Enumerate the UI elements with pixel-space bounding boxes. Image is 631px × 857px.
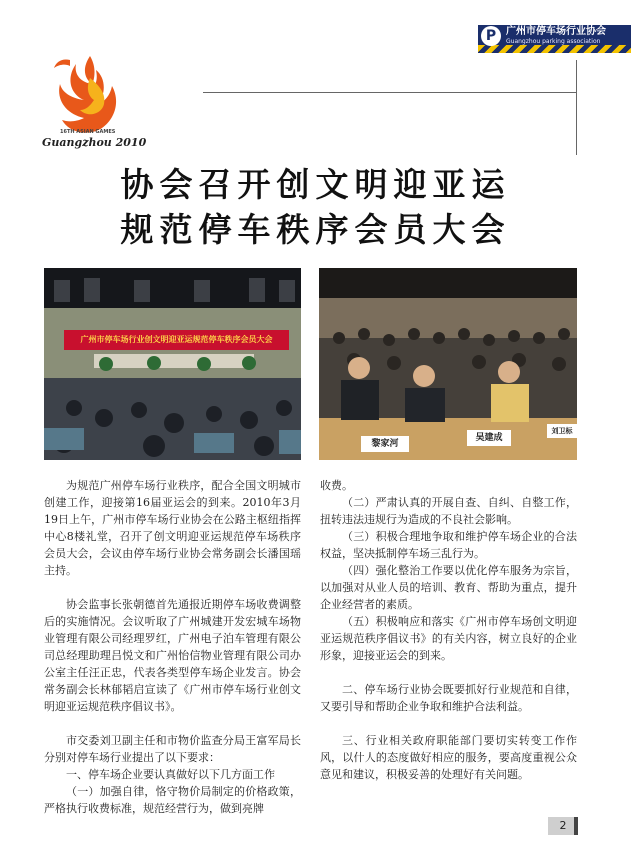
association-name-en: Guangzhou parking association: [506, 38, 601, 45]
association-name-cn: 广州市停车场行业协会: [506, 26, 606, 37]
article-paragraph: （三）积极合理地争取和维护停车场企业的合法权益，坚决抵制停车场三乱行为。: [320, 530, 577, 560]
article-paragraph: （二）严肃认真的开展自查、自纠、自整工作，扭转违法违规行为造成的不良社会影响。: [320, 496, 577, 526]
article-paragraph: 为规范广州停车场行业秩序，配合全国文明城市创建工作，迎接第16届亚运会的到来。2010年3月19日上午，广州市停车场行业协会在公路主枢纽指挥中心8楼礼堂，召开了创文明迎亚运规范停车场秩序会员大会，会议由停车场行业协会常务副会长潘国瑶主持。: [44, 479, 301, 577]
page-number-bar: [574, 817, 578, 835]
article-paragraph: 市交委刘卫副主任和市物价监查分局王富军局长分别对停车场行业提出了以下要求：: [44, 734, 301, 764]
logo-games-text: 16TH ASIAN GAMES: [60, 129, 116, 135]
badge-stripe: [478, 45, 631, 53]
article-paragraph: 一、停车场企业要认真做好以下几方面工作: [66, 768, 275, 781]
conference-banner: 广州市停车场行业创文明迎亚运规范停车秩序会员大会: [80, 335, 273, 344]
paragraph-gap: [44, 715, 301, 732]
article-title-line-1: 协会召开创文明迎亚运: [120, 165, 511, 204]
page-number: 2: [548, 817, 578, 835]
article-paragraph: 收费。: [320, 479, 353, 492]
article-column-left: [44, 477, 301, 817]
article-paragraph: 协会监事长张朝德首先通报近期停车场收费调整后的实施情况。会议听取了广州城建开发宏城车场物业管理有限公司经理罗红，广州电子泊车管理有限公司总经理助理吕悦文和广州怡信物业管理有限公司办公室主任汪正忠，代表各类型停车场企业发言。协会常务副会长林郁韬启宣读了《广州市停车场行业创文明迎亚运规范秩序倡议书》。: [44, 598, 301, 713]
header-vertical-rule: [576, 60, 577, 155]
logo-city-word: Guangzhou 2010: [42, 136, 147, 149]
name-card-1: 黎家河: [361, 436, 409, 452]
name-card-2: 吴建成: [467, 430, 511, 446]
name-card-3: 刘卫标: [547, 424, 577, 438]
parking-p-icon: P: [481, 26, 501, 46]
article-paragraph: 三、行业相关政府职能部门要切实转变工作作风，以什人的态度做好相应的服务，要高度重视公众意见和建议，积极妥善的处理好有关问题。: [320, 734, 577, 781]
attendees-photo: [319, 268, 577, 460]
paragraph-gap: [44, 579, 301, 596]
header-rule: [203, 92, 576, 93]
article-paragraph: 二、停车场行业协会既要抓好行业规范和自律，又要引导和帮助企业争取和维护合法利益。: [320, 683, 577, 713]
article-title-line-2: 规范停车秩序会员大会: [120, 210, 511, 249]
article-paragraph: （一）加强自律，恪守物价局制定的价格政策，严格执行收费标准，规范经营行为，做到亮牌: [44, 785, 301, 815]
article-column-right: [320, 477, 577, 783]
paragraph-gap: [320, 715, 577, 732]
paragraph-gap: [320, 664, 577, 681]
article-paragraph: （四）强化整治工作要以优化停车服务为宗旨，以加强对从业人员的培训、教育、帮助为重点，提升企业经营者的素质。: [320, 564, 577, 611]
article-paragraph: （五）积极响应和落实《广州市停车场创文明迎亚运规范秩序倡议书》的有关内容，树立良好的企业形象，迎接亚运会的到来。: [320, 615, 577, 662]
conference-hall-photo: [44, 268, 301, 460]
